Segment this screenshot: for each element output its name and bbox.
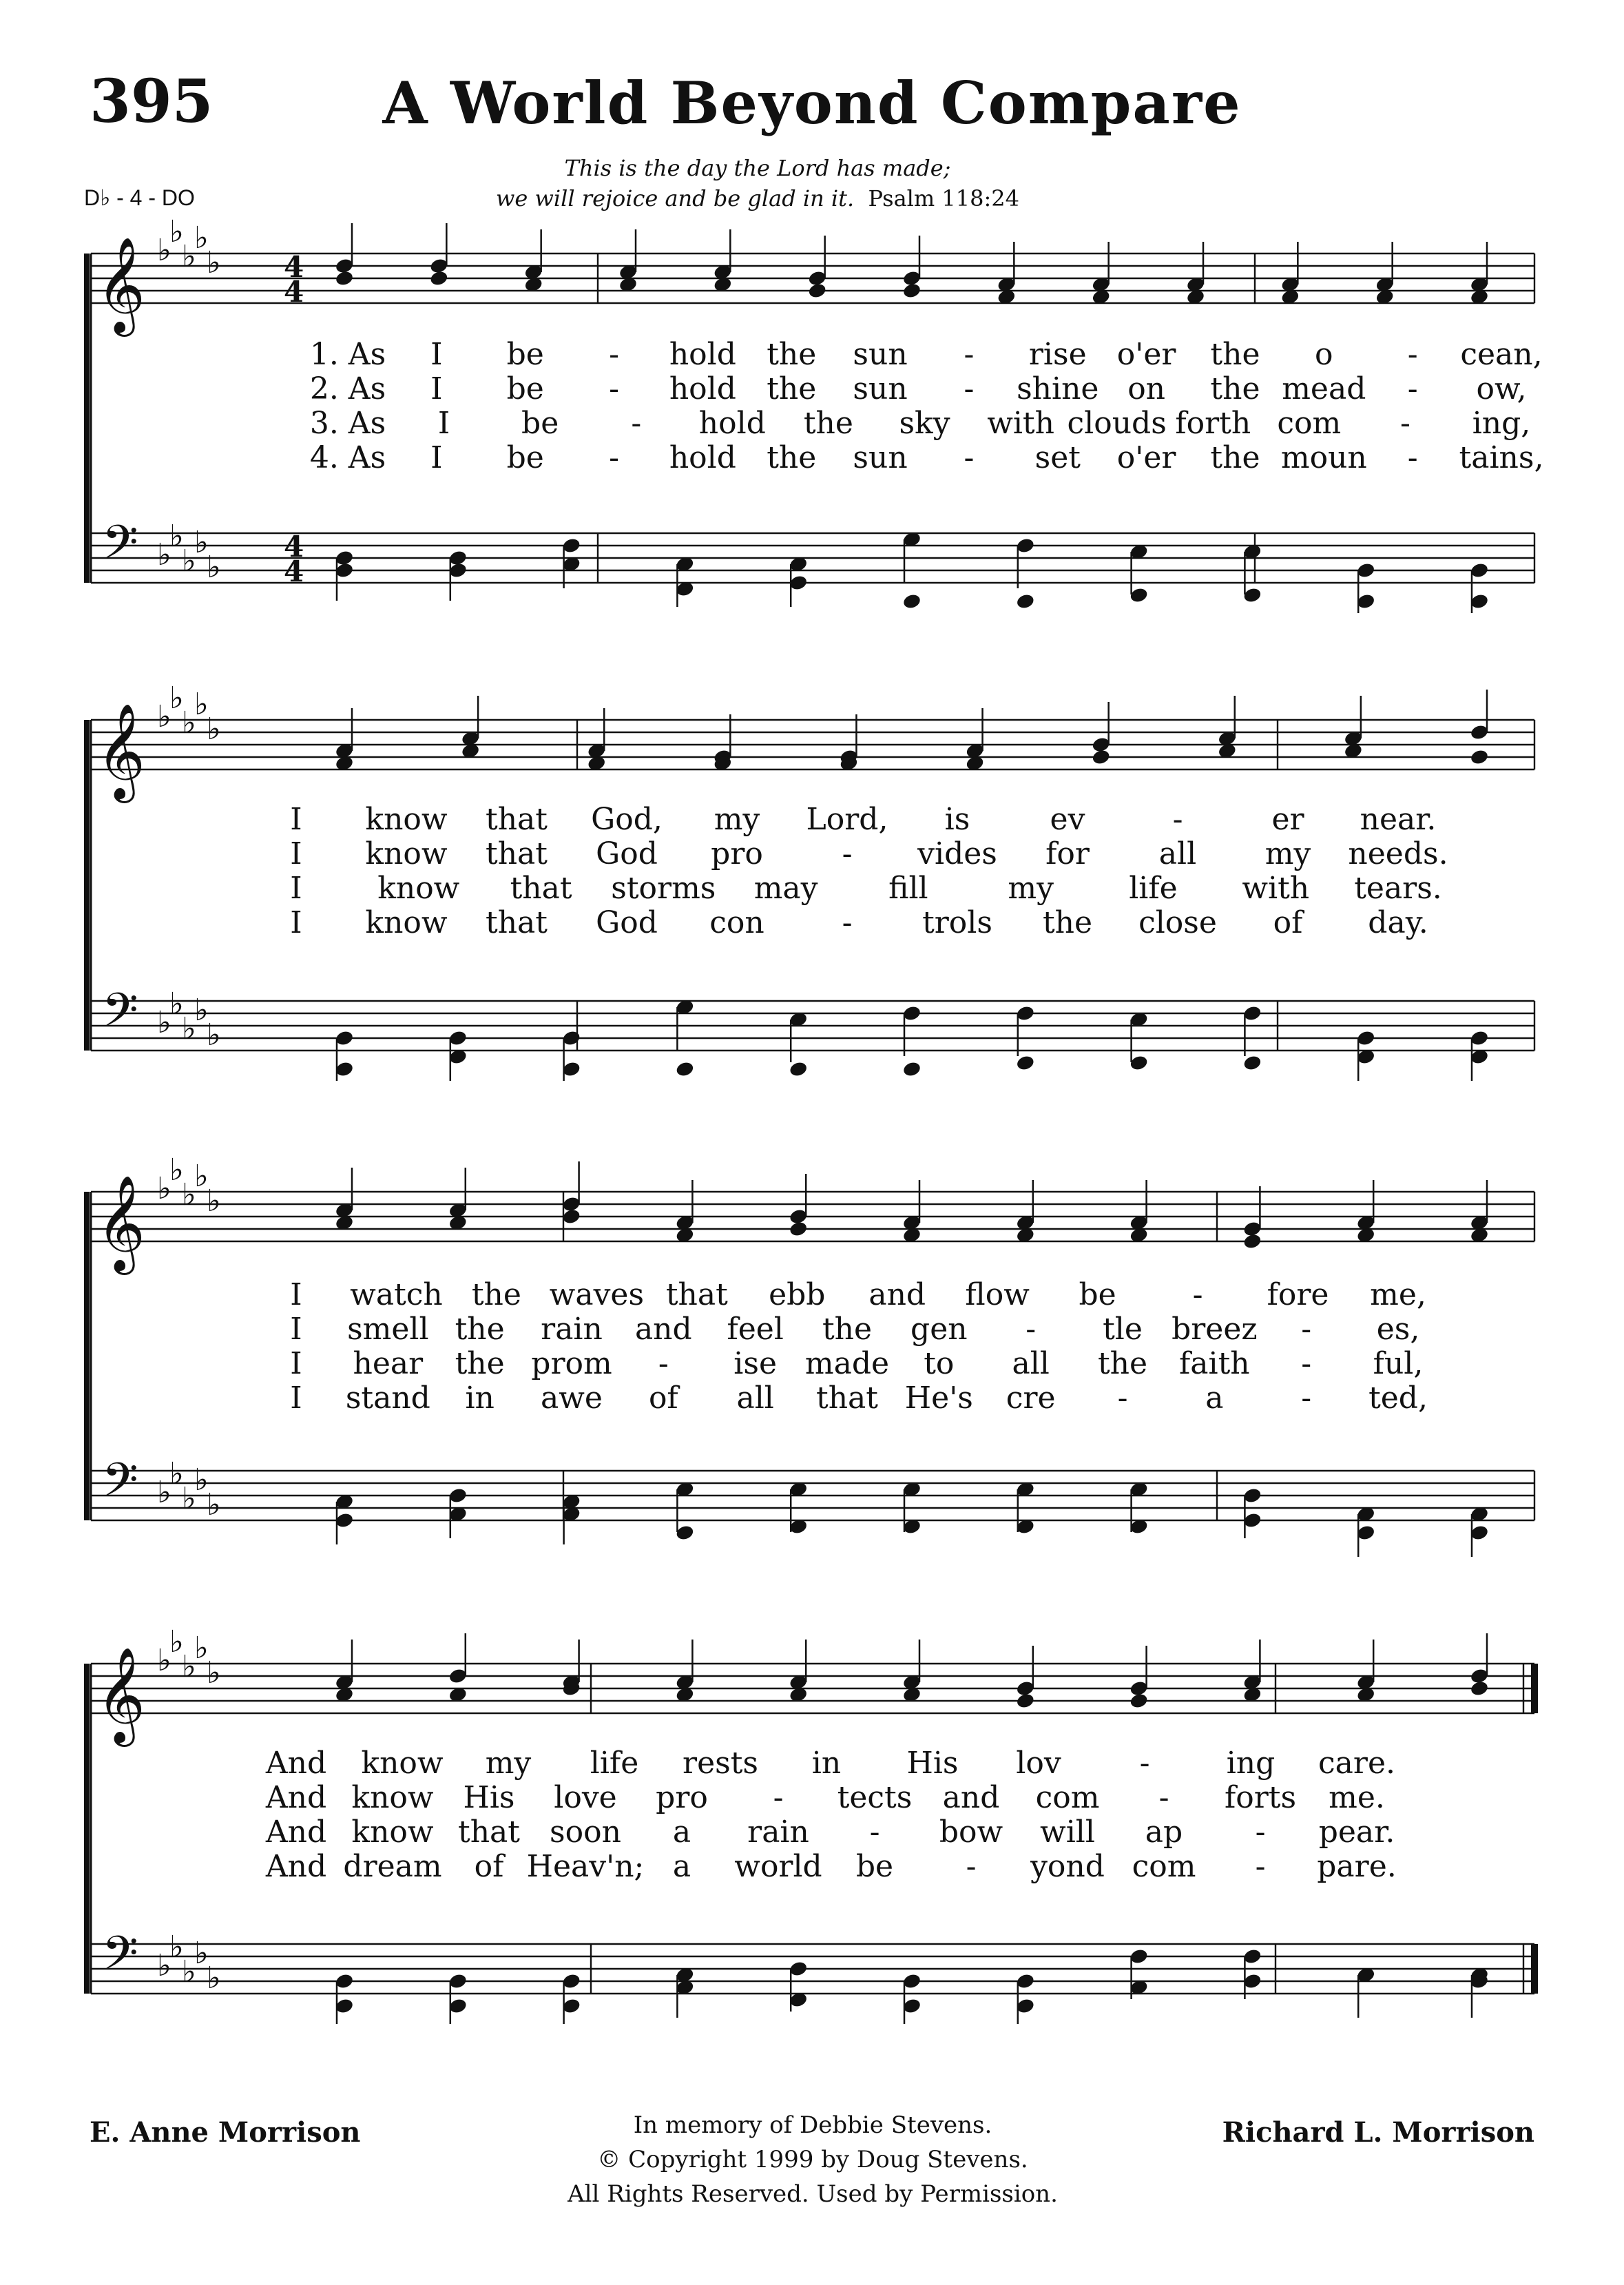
lyric-syllable: is bbox=[944, 802, 970, 837]
lyric-syllable: the bbox=[822, 1312, 873, 1347]
lyric-syllable: stand bbox=[345, 1381, 430, 1416]
lyric-line bbox=[0, 406, 1624, 441]
lyric-syllable: I bbox=[430, 371, 443, 406]
lyric-syllable: - bbox=[1255, 1814, 1266, 1850]
system-1-bass-key-flat-icon: ♭ bbox=[182, 544, 196, 579]
lyric-syllable: tects bbox=[837, 1780, 913, 1815]
lyric-line bbox=[0, 372, 1624, 406]
lyric-syllable: cre bbox=[1006, 1381, 1056, 1416]
lyric-syllable: ted, bbox=[1368, 1381, 1428, 1416]
lyric-syllable: tears. bbox=[1354, 871, 1442, 906]
lyric-syllable: awe bbox=[541, 1381, 603, 1416]
lyric-syllable: be bbox=[521, 406, 559, 441]
lyric-syllable: - bbox=[966, 1849, 977, 1884]
lyric-syllable: a bbox=[672, 1814, 691, 1850]
lyric-syllable: ow, bbox=[1476, 371, 1527, 406]
system-1-bass-key-flat-icon: ♭ bbox=[194, 525, 209, 560]
lyric-syllable: waves bbox=[549, 1277, 645, 1312]
lyric-line bbox=[0, 803, 1624, 837]
lyric-line bbox=[0, 1381, 1624, 1416]
system-1-bass-notehead bbox=[902, 592, 922, 610]
system-4-treble-key-flat-icon: ♭ bbox=[169, 1624, 184, 1660]
lyric-syllable: be bbox=[1079, 1277, 1116, 1312]
lyric-syllable: I bbox=[430, 337, 443, 372]
lyric-syllable: the bbox=[1210, 440, 1260, 475]
lyric-syllable: ing bbox=[1226, 1746, 1276, 1781]
system-2-treble-clef-icon: 𝄞 bbox=[96, 703, 145, 799]
lyric-syllable: - bbox=[842, 905, 853, 940]
lyric-syllable: know bbox=[351, 1814, 434, 1850]
system-4-treble-notehead bbox=[1470, 1679, 1490, 1697]
lyric-syllable: And bbox=[265, 1780, 327, 1815]
lyric-syllable: Lord, bbox=[806, 802, 888, 837]
system-2-treble-key-flat-icon: ♭ bbox=[157, 699, 171, 734]
lyric-syllable: pear. bbox=[1318, 1814, 1395, 1850]
lyric-syllable: I bbox=[290, 1277, 302, 1312]
lyric-syllable: me, bbox=[1370, 1277, 1426, 1312]
lyric-syllable: - bbox=[631, 406, 642, 441]
system-2-treble-key-flat-icon: ♭ bbox=[194, 687, 209, 722]
lyric-syllable: world bbox=[734, 1849, 822, 1884]
lyric-syllable: that bbox=[665, 1277, 728, 1312]
lyric-syllable: pare. bbox=[1317, 1849, 1397, 1884]
lyric-syllable: - bbox=[1399, 406, 1410, 441]
system-1-treble-notehead bbox=[429, 269, 449, 287]
lyric-syllable: He's bbox=[904, 1381, 973, 1416]
lyric-syllable: life bbox=[590, 1746, 639, 1781]
lyric-syllable: set bbox=[1034, 440, 1081, 475]
system-1-treble-clef-icon: 𝄞 bbox=[96, 237, 145, 333]
system-3-treble-key-flat-icon: ♭ bbox=[157, 1171, 171, 1206]
system-4-bass-key-flat-icon: ♭ bbox=[157, 1948, 171, 1983]
system-4-bass-clef-icon: 𝄢 bbox=[102, 1927, 138, 1992]
system-1-bass-key-flat-icon: ♭ bbox=[169, 519, 184, 554]
lyric-syllable: and bbox=[868, 1277, 926, 1312]
lyric-syllable: the bbox=[1210, 371, 1260, 406]
lyric-syllable: know bbox=[377, 871, 460, 906]
system-2-bass-notehead bbox=[789, 1060, 809, 1077]
system-4-treble-notehead bbox=[1015, 1692, 1035, 1709]
lyric-syllable: me. bbox=[1329, 1780, 1385, 1815]
lyric-syllable: fore bbox=[1267, 1277, 1329, 1312]
lyric-syllable: con bbox=[709, 905, 764, 940]
lyric-syllable: - bbox=[964, 337, 975, 372]
system-3-treble-key-flat-icon: ♭ bbox=[207, 1183, 221, 1219]
lyric-syllable: - bbox=[1172, 802, 1183, 837]
system-3-treble-notehead bbox=[561, 1208, 581, 1225]
lyric-syllable: flow bbox=[965, 1277, 1030, 1312]
system-1-treble-key-flat-icon: ♭ bbox=[157, 233, 171, 268]
time-signature-treble-top: 4 bbox=[284, 250, 304, 284]
lyric-syllable: and bbox=[942, 1780, 1000, 1815]
lyric-syllable: know bbox=[351, 1780, 434, 1815]
lyric-syllable: His bbox=[463, 1780, 515, 1815]
lyric-syllable: trols bbox=[922, 905, 992, 940]
system-3-treble-key-flat-icon: ♭ bbox=[169, 1152, 184, 1188]
lyric-syllable: lov bbox=[1016, 1746, 1061, 1781]
lyric-syllable: 4. As bbox=[309, 440, 386, 475]
lyric-syllable: ebb bbox=[769, 1277, 826, 1312]
lyric-syllable: yond bbox=[1030, 1849, 1105, 1884]
lyric-syllable: all bbox=[1012, 1346, 1050, 1381]
lyric-syllable: the bbox=[471, 1277, 521, 1312]
lyric-syllable: watch bbox=[350, 1277, 443, 1312]
lyric-syllable: And bbox=[265, 1814, 327, 1850]
lyric-syllable: that bbox=[486, 905, 548, 940]
lyric-syllable: of bbox=[1273, 905, 1303, 940]
lyric-syllable: - bbox=[609, 440, 619, 475]
system-1-treble-key-flat-icon: ♭ bbox=[194, 220, 209, 256]
lyric-syllable: I bbox=[290, 905, 302, 940]
system-1-bass-key-flat-icon: ♭ bbox=[207, 550, 221, 585]
lyric-line bbox=[0, 1815, 1624, 1850]
lyric-syllable: pro bbox=[711, 836, 763, 871]
lyric-syllable: of bbox=[648, 1381, 678, 1416]
lyric-syllable: - bbox=[1407, 371, 1418, 406]
lyric-syllable: 1. As bbox=[309, 337, 386, 372]
lyric-syllable: storms bbox=[611, 871, 716, 906]
lyric-syllable: o bbox=[1315, 337, 1333, 372]
lyric-syllable: soon bbox=[550, 1814, 621, 1850]
lyric-line bbox=[0, 1278, 1624, 1312]
lyric-syllable: sun bbox=[853, 440, 908, 475]
system-2-bass-notehead bbox=[675, 1060, 695, 1077]
lyric-syllable: be bbox=[855, 1849, 894, 1884]
system-2-treble-notehead bbox=[1091, 748, 1111, 765]
lyric-syllable: es, bbox=[1376, 1312, 1420, 1347]
lyric-syllable: hold bbox=[669, 371, 736, 406]
lyric-syllable: be bbox=[506, 337, 544, 372]
lyric-syllable: I bbox=[290, 1346, 302, 1381]
lyric-syllable: - bbox=[1301, 1381, 1312, 1416]
lyric-syllable: with bbox=[987, 406, 1054, 441]
system-3-treble-key-flat-icon: ♭ bbox=[194, 1159, 209, 1194]
lyric-syllable: Heav'n; bbox=[526, 1849, 645, 1884]
lyric-syllable: pro bbox=[656, 1780, 708, 1815]
lyric-syllable: I bbox=[290, 802, 302, 837]
lyric-syllable: God bbox=[596, 836, 658, 871]
lyric-syllable: com bbox=[1277, 406, 1342, 441]
system-4-bass-key-flat-icon: ♭ bbox=[194, 1936, 209, 1971]
lyric-syllable: - bbox=[1026, 1312, 1037, 1347]
system-3-bass-key-flat-icon: ♭ bbox=[157, 1475, 171, 1510]
lyric-syllable: I bbox=[290, 1381, 302, 1416]
system-4-treble-key-flat-icon: ♭ bbox=[182, 1649, 196, 1684]
lyric-syllable: faith bbox=[1179, 1346, 1250, 1381]
lyric-syllable: on bbox=[1127, 371, 1166, 406]
lyric-syllable: I bbox=[430, 440, 443, 475]
lyric-syllable: know bbox=[365, 802, 448, 837]
lyric-line bbox=[0, 1746, 1624, 1781]
lyric-syllable: dream bbox=[343, 1849, 442, 1884]
lyric-syllable: close bbox=[1138, 905, 1217, 940]
system-3-treble-clef-icon: 𝄞 bbox=[96, 1175, 145, 1271]
lyric-syllable: hold bbox=[669, 337, 736, 372]
lyric-syllable: the bbox=[1210, 337, 1260, 372]
lyric-syllable: that bbox=[816, 1381, 878, 1416]
lyric-line bbox=[0, 1347, 1624, 1381]
lyric-syllable: that bbox=[458, 1814, 520, 1850]
lyric-syllable: my bbox=[1264, 836, 1311, 871]
lyric-syllable: life bbox=[1129, 871, 1178, 906]
system-4-treble-clef-icon: 𝄞 bbox=[96, 1647, 145, 1743]
lyric-syllable: - bbox=[609, 337, 619, 372]
lyric-syllable: moun bbox=[1280, 440, 1367, 475]
lyric-syllable: - bbox=[1117, 1381, 1128, 1416]
lyric-syllable: forth bbox=[1175, 406, 1251, 441]
system-1-bass-clef-icon: 𝄢 bbox=[102, 516, 138, 581]
system-4-bass-key-flat-icon: ♭ bbox=[207, 1961, 221, 1996]
lyric-syllable: ev bbox=[1050, 802, 1085, 837]
lyric-syllable: rain bbox=[541, 1312, 603, 1347]
system-2-bass-key-flat-icon: ♭ bbox=[157, 1005, 171, 1040]
lyric-syllable: all bbox=[1158, 836, 1197, 871]
lyric-syllable: the bbox=[767, 337, 817, 372]
system-2-bass-key-flat-icon: ♭ bbox=[207, 1017, 221, 1053]
lyric-syllable: hold bbox=[698, 406, 766, 441]
copyright-note: © Copyright 1999 by Doug Stevens. bbox=[597, 2146, 1028, 2173]
system-2-bass-key-flat-icon: ♭ bbox=[182, 1011, 196, 1046]
system-3-bass-key-flat-icon: ♭ bbox=[207, 1487, 221, 1522]
lyric-syllable: love bbox=[554, 1780, 617, 1815]
lyric-syllable: that bbox=[486, 836, 548, 871]
lyric-syllable: sun bbox=[853, 337, 908, 372]
memorial-note: In memory of Debbie Stevens. bbox=[633, 2111, 992, 2139]
lyric-syllable: - bbox=[964, 440, 975, 475]
lyric-syllable: 2. As bbox=[309, 371, 386, 406]
lyric-syllable: prom bbox=[531, 1346, 612, 1381]
lyric-syllable: my bbox=[485, 1746, 532, 1781]
lyric-syllable: - bbox=[658, 1346, 669, 1381]
system-3-bass-key-flat-icon: ♭ bbox=[182, 1481, 196, 1516]
lyric-syllable: the bbox=[767, 371, 817, 406]
lyric-syllable: o'er bbox=[1116, 440, 1176, 475]
lyric-syllable: bow bbox=[939, 1814, 1003, 1850]
lyric-syllable: all bbox=[736, 1381, 774, 1416]
lyric-syllable: day. bbox=[1368, 905, 1428, 940]
system-3-treble-notehead bbox=[789, 1220, 809, 1237]
key-signature-label: D♭ - 4 - DO bbox=[84, 185, 195, 210]
lyric-syllable: ful, bbox=[1373, 1346, 1424, 1381]
lyric-syllable: I bbox=[437, 406, 450, 441]
lyric-syllable: the bbox=[803, 406, 853, 441]
system-2-bass-clef-icon: 𝄢 bbox=[102, 984, 138, 1049]
lyric-syllable: my bbox=[1008, 871, 1054, 906]
system-4-treble-key-flat-icon: ♭ bbox=[207, 1655, 221, 1691]
composer-credit: Richard L. Morrison bbox=[1222, 2116, 1534, 2149]
system-1-bass-notehead bbox=[1015, 592, 1035, 610]
lyric-syllable: com bbox=[1132, 1849, 1196, 1884]
time-signature-bass-bottom: 4 bbox=[284, 555, 304, 588]
system-4-bass-key-flat-icon: ♭ bbox=[182, 1954, 196, 1989]
lyric-syllable: cean, bbox=[1460, 337, 1543, 372]
system-4-treble-key-flat-icon: ♭ bbox=[194, 1631, 209, 1666]
system-3-treble-key-flat-icon: ♭ bbox=[182, 1177, 196, 1212]
lyric-syllable: for bbox=[1045, 836, 1090, 871]
lyric-syllable: - bbox=[609, 371, 619, 406]
lyric-syllable: a bbox=[1205, 1381, 1224, 1416]
system-1-treble-notehead bbox=[807, 282, 827, 299]
lyric-syllable: - bbox=[1407, 337, 1418, 372]
lyric-syllable: be bbox=[506, 371, 544, 406]
lyric-syllable: God bbox=[596, 905, 658, 940]
lyric-syllable: hear bbox=[353, 1346, 424, 1381]
lyric-syllable: the bbox=[455, 1346, 505, 1381]
lyric-syllable: - bbox=[842, 836, 853, 871]
system-2-bass-notehead bbox=[1242, 1054, 1262, 1071]
lyric-syllable: that bbox=[510, 871, 572, 906]
lyric-syllable: hold bbox=[669, 440, 736, 475]
lyric-line bbox=[0, 837, 1624, 871]
lyric-syllable: - bbox=[1192, 1277, 1203, 1312]
lyric-line bbox=[0, 871, 1624, 906]
lyric-syllable: - bbox=[1139, 1746, 1150, 1781]
lyric-syllable: - bbox=[1158, 1780, 1169, 1815]
system-3-treble-notehead bbox=[1242, 1232, 1262, 1250]
lyric-syllable: with bbox=[1242, 871, 1310, 906]
lyric-syllable: tle bbox=[1103, 1312, 1143, 1347]
lyric-line bbox=[0, 1850, 1624, 1884]
lyric-line bbox=[0, 441, 1624, 475]
system-2-treble-key-flat-icon: ♭ bbox=[169, 681, 184, 716]
author-credit: E. Anne Morrison bbox=[90, 2116, 361, 2149]
system-4-treble-notehead bbox=[1129, 1692, 1149, 1709]
lyric-syllable: rests bbox=[683, 1746, 758, 1781]
rights-note: All Rights Reserved. Used by Permission. bbox=[568, 2180, 1058, 2208]
lyric-syllable: His bbox=[906, 1746, 959, 1781]
system-1-bass-key-flat-icon: ♭ bbox=[157, 537, 171, 572]
lyric-syllable: know bbox=[365, 905, 448, 940]
lyric-line bbox=[0, 1312, 1624, 1347]
lyric-syllable: vides bbox=[917, 836, 997, 871]
lyric-syllable: care. bbox=[1318, 1746, 1395, 1781]
lyric-syllable: - bbox=[1301, 1346, 1312, 1381]
lyric-syllable: - bbox=[1301, 1312, 1312, 1347]
system-1-treble-key-flat-icon: ♭ bbox=[182, 239, 196, 274]
lyric-syllable: forts bbox=[1224, 1780, 1297, 1815]
lyric-syllable: may bbox=[753, 871, 818, 906]
lyric-syllable: And bbox=[265, 1849, 327, 1884]
lyric-syllable: smell bbox=[347, 1312, 429, 1347]
lyric-syllable: - bbox=[1255, 1849, 1266, 1884]
lyric-line bbox=[0, 338, 1624, 372]
lyric-syllable: I bbox=[290, 871, 302, 906]
scripture-reference: Psalm 118:24 bbox=[868, 185, 1019, 211]
system-4-treble-key-flat-icon: ♭ bbox=[157, 1643, 171, 1678]
lyric-syllable: God, bbox=[591, 802, 663, 837]
lyric-syllable: rise bbox=[1028, 337, 1087, 372]
epigraph-line-1: This is the day the Lord has made; bbox=[564, 155, 951, 181]
lyric-syllable: needs. bbox=[1348, 836, 1448, 871]
system-1-treble-notehead bbox=[902, 282, 922, 299]
lyric-syllable: to bbox=[924, 1346, 955, 1381]
lyric-syllable: of bbox=[474, 1849, 504, 1884]
lyric-syllable: mead bbox=[1282, 371, 1366, 406]
lyric-syllable: ing, bbox=[1472, 406, 1531, 441]
lyric-syllable: And bbox=[265, 1746, 327, 1781]
lyric-syllable: - bbox=[869, 1814, 880, 1850]
footer-notes bbox=[482, 2108, 1143, 2211]
lyric-syllable: ise bbox=[733, 1346, 778, 1381]
system-2-treble-key-flat-icon: ♭ bbox=[182, 705, 196, 741]
system-1-treble-notehead bbox=[335, 269, 355, 287]
time-signature-bass-top: 4 bbox=[284, 530, 304, 564]
lyric-syllable: clouds bbox=[1067, 406, 1167, 441]
system-1-treble-key-flat-icon: ♭ bbox=[207, 245, 221, 280]
lyric-syllable: rain bbox=[747, 1814, 809, 1850]
lyric-syllable: the bbox=[1097, 1346, 1148, 1381]
hymn-number: 395 bbox=[90, 67, 214, 136]
lyric-syllable: made bbox=[804, 1346, 890, 1381]
lyric-syllable: - bbox=[1407, 440, 1418, 475]
lyric-syllable: the bbox=[455, 1312, 505, 1347]
system-2-bass-key-flat-icon: ♭ bbox=[169, 986, 184, 1022]
lyric-syllable: be bbox=[506, 440, 544, 475]
system-2-treble-key-flat-icon: ♭ bbox=[207, 712, 221, 747]
lyric-syllable: - bbox=[964, 371, 975, 406]
lyric-syllable: shine bbox=[1017, 371, 1099, 406]
lyric-syllable: my bbox=[714, 802, 760, 837]
lyric-syllable: in bbox=[811, 1746, 842, 1781]
lyric-syllable: com bbox=[1035, 1780, 1100, 1815]
lyric-syllable: I bbox=[290, 836, 302, 871]
system-2-bass-key-flat-icon: ♭ bbox=[194, 993, 209, 1028]
system-3-bass-clef-icon: 𝄢 bbox=[102, 1454, 138, 1519]
lyric-syllable: gen bbox=[910, 1312, 968, 1347]
system-2-bass-notehead bbox=[1015, 1054, 1035, 1071]
system-2-treble-notehead bbox=[1470, 748, 1490, 765]
lyric-syllable: sky bbox=[899, 406, 950, 441]
lyric-line bbox=[0, 906, 1624, 940]
system-1-treble-key-flat-icon: ♭ bbox=[169, 214, 184, 249]
hymn-title: A World Beyond Compare bbox=[382, 69, 1242, 137]
lyric-syllable: that bbox=[486, 802, 548, 837]
lyric-syllable: know bbox=[365, 836, 448, 871]
lyric-syllable: and bbox=[634, 1312, 692, 1347]
system-2-bass-notehead bbox=[902, 1060, 922, 1077]
lyric-syllable: a bbox=[672, 1849, 691, 1884]
lyric-syllable: I bbox=[290, 1312, 302, 1347]
lyric-syllable: - bbox=[773, 1780, 784, 1815]
lyric-syllable: the bbox=[767, 440, 817, 475]
lyric-syllable: near. bbox=[1360, 802, 1437, 837]
lyric-syllable: know bbox=[361, 1746, 444, 1781]
lyric-syllable: 3. As bbox=[309, 406, 386, 441]
lyric-line bbox=[0, 1781, 1624, 1815]
lyric-syllable: breez bbox=[1172, 1312, 1258, 1347]
lyric-syllable: er bbox=[1271, 802, 1304, 837]
system-3-bass-key-flat-icon: ♭ bbox=[169, 1456, 184, 1491]
epigraph-line-2: we will rejoice and be glad in it. bbox=[496, 185, 855, 211]
system-3-bass-key-flat-icon: ♭ bbox=[194, 1462, 209, 1498]
lyric-syllable: tains, bbox=[1459, 440, 1544, 475]
system-4-bass-key-flat-icon: ♭ bbox=[169, 1930, 184, 1965]
lyric-syllable: in bbox=[465, 1381, 495, 1416]
lyric-syllable: o'er bbox=[1116, 337, 1176, 372]
lyric-syllable: feel bbox=[727, 1312, 784, 1347]
lyric-syllable: sun bbox=[853, 371, 908, 406]
lyric-syllable: the bbox=[1042, 905, 1093, 940]
time-signature-treble-bottom: 4 bbox=[284, 275, 304, 309]
lyric-syllable: ap bbox=[1145, 1814, 1183, 1850]
lyric-syllable: fill bbox=[888, 871, 928, 906]
lyric-syllable: will bbox=[1040, 1814, 1095, 1850]
